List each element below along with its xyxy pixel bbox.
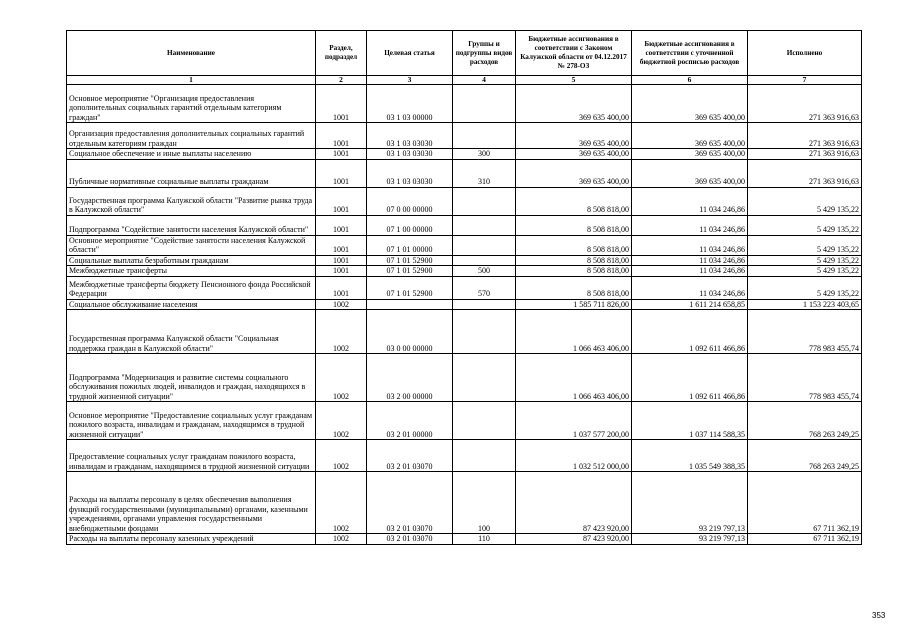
row-refined-amount: 1 092 611 466,86: [632, 354, 748, 402]
row-group: 100: [453, 472, 516, 534]
table-row: [67, 123, 862, 149]
row-refined-amount: 1 037 114 588,35: [632, 402, 748, 440]
col-number: 1: [67, 76, 316, 85]
table-row: [67, 235, 862, 255]
col-number: 7: [748, 76, 862, 85]
row-target: 07 1 01 52900: [367, 276, 453, 299]
row-section: 1002: [316, 534, 367, 545]
row-target: [367, 299, 453, 310]
row-law-amount: 369 635 400,00: [516, 123, 632, 149]
row-target: 03 2 01 03070: [367, 440, 453, 472]
row-section: 1002: [316, 354, 367, 402]
col-number: 2: [316, 76, 367, 85]
row-target: 03 2 01 03070: [367, 534, 453, 545]
table-row: [67, 85, 862, 123]
row-section: 1002: [316, 310, 367, 354]
row-executed-amount: 5 429 135,22: [748, 215, 862, 235]
row-law-amount: 8 508 818,00: [516, 266, 632, 277]
row-section: 1001: [316, 159, 367, 187]
row-group: 570: [453, 276, 516, 299]
budget-table-sheet: [66, 30, 861, 545]
row-name: Основное мероприятие "Организация предоставления дополнительных социальных гарантий отдельным категориям граждан": [67, 85, 316, 123]
table-row: [67, 187, 862, 215]
table-row: [67, 215, 862, 235]
header-executed: Исполнено: [748, 31, 862, 76]
row-section: 1001: [316, 85, 367, 123]
table-row: [67, 159, 862, 187]
row-executed-amount: 271 363 916,63: [748, 123, 862, 149]
row-group: [453, 123, 516, 149]
row-section: 1001: [316, 123, 367, 149]
row-group: 110: [453, 534, 516, 545]
row-refined-amount: 11 034 246,86: [632, 266, 748, 277]
column-number-row: [67, 76, 862, 85]
row-law-amount: 87 423 920,00: [516, 472, 632, 534]
row-executed-amount: 5 429 135,22: [748, 187, 862, 215]
row-refined-amount: 93 219 797,13: [632, 534, 748, 545]
row-executed-amount: 5 429 135,22: [748, 266, 862, 277]
col-number: 6: [632, 76, 748, 85]
row-target: 07 1 01 52900: [367, 255, 453, 266]
row-executed-amount: 778 983 455,74: [748, 354, 862, 402]
header-target: Целевая статья: [367, 31, 453, 76]
row-refined-amount: 369 635 400,00: [632, 159, 748, 187]
row-group: [453, 187, 516, 215]
row-refined-amount: 11 034 246,86: [632, 255, 748, 266]
row-executed-amount: 5 429 135,22: [748, 235, 862, 255]
row-name: Межбюджетные трансферты: [67, 266, 316, 277]
row-name: Государственная программа Калужской области "Развитие рынка труда в Калужской области": [67, 187, 316, 215]
row-section: 1001: [316, 215, 367, 235]
table-row: [67, 440, 862, 472]
row-group: 310: [453, 159, 516, 187]
row-section: 1001: [316, 255, 367, 266]
table-row: [67, 472, 862, 534]
row-section: 1001: [316, 266, 367, 277]
table-row: [67, 149, 862, 160]
row-refined-amount: 1 092 611 466,86: [632, 310, 748, 354]
row-section: 1002: [316, 472, 367, 534]
row-target: 07 1 00 00000: [367, 215, 453, 235]
row-executed-amount: 1 153 223 403,65: [748, 299, 862, 310]
row-refined-amount: 11 034 246,86: [632, 215, 748, 235]
table-row: [67, 534, 862, 545]
table-body: [67, 85, 862, 545]
row-refined-amount: 11 034 246,86: [632, 235, 748, 255]
row-target: 03 1 03 00000: [367, 85, 453, 123]
row-name: Межбюджетные трансферты бюджету Пенсионного фонда Российской Федерации: [67, 276, 316, 299]
row-law-amount: 8 508 818,00: [516, 215, 632, 235]
row-executed-amount: 768 263 249,25: [748, 440, 862, 472]
row-name: Подпрограмма "Модернизация и развитие системы социального обслуживания пожилых людей, инвалидов и граждан, находящихся в трудной жизненной ситуации": [67, 354, 316, 402]
header-name: Наименование: [67, 31, 316, 76]
row-executed-amount: 5 429 135,22: [748, 276, 862, 299]
col-number: 5: [516, 76, 632, 85]
budget-table: [66, 30, 862, 545]
row-law-amount: 369 635 400,00: [516, 149, 632, 160]
row-section: 1001: [316, 276, 367, 299]
row-law-amount: 1 066 463 406,00: [516, 310, 632, 354]
row-group: [453, 402, 516, 440]
row-name: Социальное обеспечение и иные выплаты населению: [67, 149, 316, 160]
row-target: 07 1 01 52900: [367, 266, 453, 277]
row-refined-amount: 1 611 214 658,85: [632, 299, 748, 310]
row-executed-amount: 768 263 249,25: [748, 402, 862, 440]
row-name: Основное мероприятие "Содействие занятости населения Калужской области": [67, 235, 316, 255]
row-target: 03 1 03 03030: [367, 159, 453, 187]
row-group: 500: [453, 266, 516, 277]
page-number: 353: [872, 611, 886, 620]
row-section: 1001: [316, 187, 367, 215]
row-group: [453, 235, 516, 255]
row-group: [453, 310, 516, 354]
row-refined-amount: 369 635 400,00: [632, 85, 748, 123]
row-law-amount: 8 508 818,00: [516, 235, 632, 255]
table-row: [67, 266, 862, 277]
row-executed-amount: 271 363 916,63: [748, 159, 862, 187]
row-law-amount: 1 066 463 406,00: [516, 354, 632, 402]
row-target: 03 1 03 03030: [367, 149, 453, 160]
row-refined-amount: 369 635 400,00: [632, 123, 748, 149]
row-target: 03 0 00 00000: [367, 310, 453, 354]
row-executed-amount: 67 711 362,19: [748, 472, 862, 534]
row-refined-amount: 11 034 246,86: [632, 276, 748, 299]
row-name: Государственная программа Калужской области "Социальная поддержка граждан в Калужской области": [67, 310, 316, 354]
row-law-amount: 8 508 818,00: [516, 187, 632, 215]
row-name: Социальное обслуживание населения: [67, 299, 316, 310]
table-row: [67, 255, 862, 266]
row-refined-amount: 1 035 549 388,35: [632, 440, 748, 472]
row-law-amount: 87 423 920,00: [516, 534, 632, 545]
row-law-amount: 369 635 400,00: [516, 85, 632, 123]
header-section: Раздел, подраздел: [316, 31, 367, 76]
row-group: [453, 354, 516, 402]
row-group: [453, 255, 516, 266]
header-groups: Группы и подгруппы видов расходов: [453, 31, 516, 76]
row-target: 03 1 03 03030: [367, 123, 453, 149]
table-row: [67, 402, 862, 440]
row-executed-amount: 67 711 362,19: [748, 534, 862, 545]
row-executed-amount: 778 983 455,74: [748, 310, 862, 354]
row-target: 07 1 01 00000: [367, 235, 453, 255]
row-law-amount: 1 032 512 000,00: [516, 440, 632, 472]
row-name: Предоставление социальных услуг гражданам пожилого возраста, инвалидам и гражданам, находящимся в трудной жизненной ситуации: [67, 440, 316, 472]
row-name: Организация предоставления дополнительных социальных гарантий отдельным категориям граждан: [67, 123, 316, 149]
row-law-amount: 1 037 577 200,00: [516, 402, 632, 440]
row-target: 07 0 00 00000: [367, 187, 453, 215]
row-group: [453, 215, 516, 235]
table-header-row: [67, 31, 862, 76]
row-refined-amount: 11 034 246,86: [632, 187, 748, 215]
row-section: 1002: [316, 299, 367, 310]
row-name: Расходы на выплаты персоналу в целях обеспечения выполнения функций государственными (муниципальными) органами, казенными учреждениями, органами управления государственными внебюджетными фондами: [67, 472, 316, 534]
header-refined: Бюджетные ассигнования в соответствии с уточненной бюджетной росписью расходов: [632, 31, 748, 76]
header-law: Бюджетные ассигнования в соответствии с Законом Калужской области от 04.12.2017 № 278-ОЗ: [516, 31, 632, 76]
row-group: [453, 299, 516, 310]
row-section: 1002: [316, 440, 367, 472]
row-law-amount: 8 508 818,00: [516, 255, 632, 266]
row-law-amount: 8 508 818,00: [516, 276, 632, 299]
row-name: Подпрограмма "Содействие занятости населения Калужской области": [67, 215, 316, 235]
row-section: 1001: [316, 149, 367, 160]
row-executed-amount: 5 429 135,22: [748, 255, 862, 266]
table-row: [67, 299, 862, 310]
table-row: [67, 276, 862, 299]
row-executed-amount: 271 363 916,63: [748, 85, 862, 123]
row-refined-amount: 93 219 797,13: [632, 472, 748, 534]
row-executed-amount: 271 363 916,63: [748, 149, 862, 160]
row-section: 1002: [316, 402, 367, 440]
table-row: [67, 354, 862, 402]
row-target: 03 2 01 00000: [367, 402, 453, 440]
row-refined-amount: 369 635 400,00: [632, 149, 748, 160]
row-name: Основное мероприятие "Предоставление социальных услуг гражданам пожилого возраста, инвалидам и гражданам, находящимся в трудной жизненной ситуации": [67, 402, 316, 440]
row-name: Расходы на выплаты персоналу казенных учреждений: [67, 534, 316, 545]
row-group: [453, 85, 516, 123]
row-law-amount: 369 635 400,00: [516, 159, 632, 187]
row-name: Социальные выплаты безработным гражданам: [67, 255, 316, 266]
row-law-amount: 1 585 711 826,00: [516, 299, 632, 310]
row-target: 03 2 01 03070: [367, 472, 453, 534]
table-row: [67, 310, 862, 354]
row-group: 300: [453, 149, 516, 160]
row-name: Публичные нормативные социальные выплаты гражданам: [67, 159, 316, 187]
row-section: 1001: [316, 235, 367, 255]
row-group: [453, 440, 516, 472]
col-number: 4: [453, 76, 516, 85]
col-number: 3: [367, 76, 453, 85]
row-target: 03 2 00 00000: [367, 354, 453, 402]
